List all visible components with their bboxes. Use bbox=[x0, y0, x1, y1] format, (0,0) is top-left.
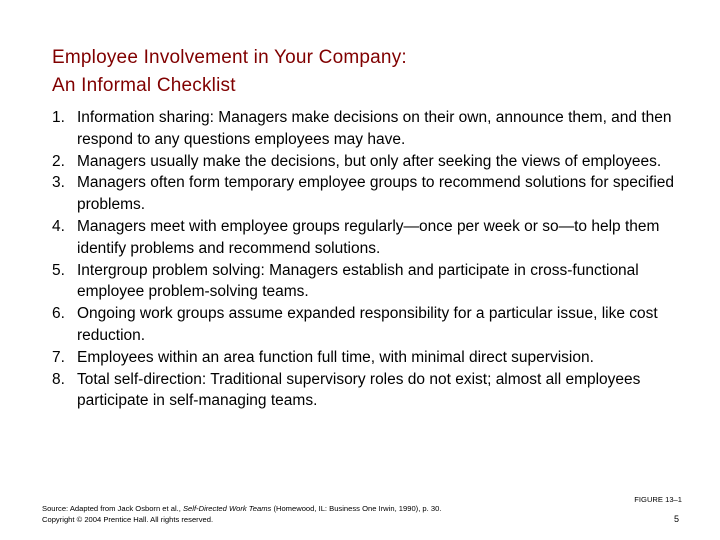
source-citation bbox=[42, 503, 441, 514]
copyright-notice: Copyright © 2004 Prentice Hall. All rights reserved. bbox=[42, 515, 214, 524]
checklist-item-5 bbox=[52, 260, 692, 304]
page-number: 5 bbox=[673, 514, 679, 524]
checklist-item-3 bbox=[52, 172, 692, 216]
item-number: 4. bbox=[52, 217, 65, 235]
item-number: 6. bbox=[52, 305, 65, 323]
slide-title bbox=[52, 44, 692, 100]
item-number: 7. bbox=[52, 348, 65, 366]
item-number: 2. bbox=[52, 152, 65, 170]
figure-label: FIGURE 13–1 bbox=[634, 495, 682, 504]
item-number: 3. bbox=[52, 174, 65, 192]
item-text: Ongoing work groups assume expanded responsibility for a particular issue, like cost reduction. bbox=[77, 305, 658, 344]
title-line-1: Employee Involvement in Your Company: bbox=[52, 47, 407, 68]
item-text: Intergroup problem solving: Managers establish and participate in cross-functional employee problem-solving teams. bbox=[77, 261, 639, 301]
checklist-item-2 bbox=[52, 151, 692, 173]
checklist-item-7 bbox=[52, 347, 692, 369]
item-number: 8. bbox=[52, 370, 65, 388]
item-text: Information sharing: Managers make decisions on their own, announce them, and then respond to any questions employees may have. bbox=[77, 109, 672, 148]
source-suffix: (Homewood, IL: Business One Irwin, 1990), p. 30. bbox=[271, 504, 442, 513]
checklist-item-4 bbox=[52, 216, 692, 260]
item-text: Managers meet with employee groups regularly—once per week or so—to help them identify problems and recommend solutions. bbox=[77, 217, 660, 257]
involvement-checklist bbox=[52, 107, 692, 412]
item-number: 5. bbox=[52, 261, 65, 279]
title-line-2: An Informal Checklist bbox=[52, 75, 236, 96]
checklist-item-6 bbox=[52, 303, 692, 347]
item-text: Employees within an area function full time, with minimal direct supervision. bbox=[77, 348, 594, 366]
item-number: 1. bbox=[52, 109, 65, 126]
item-text: Managers usually make the decisions, but only after seeking the views of employees. bbox=[77, 152, 662, 170]
source-title: Self-Directed Work Teams bbox=[182, 504, 272, 513]
checklist-item-8 bbox=[52, 369, 692, 413]
item-text: Total self-direction: Traditional supervisory roles do not exist; almost all employees participate in self-managing teams. bbox=[77, 370, 641, 410]
source-prefix: Source: Adapted from Jack Osborn et al., bbox=[42, 504, 183, 513]
item-text: Managers often form temporary employee groups to recommend solutions for specified problems. bbox=[77, 174, 675, 214]
checklist-item-1 bbox=[52, 107, 692, 151]
